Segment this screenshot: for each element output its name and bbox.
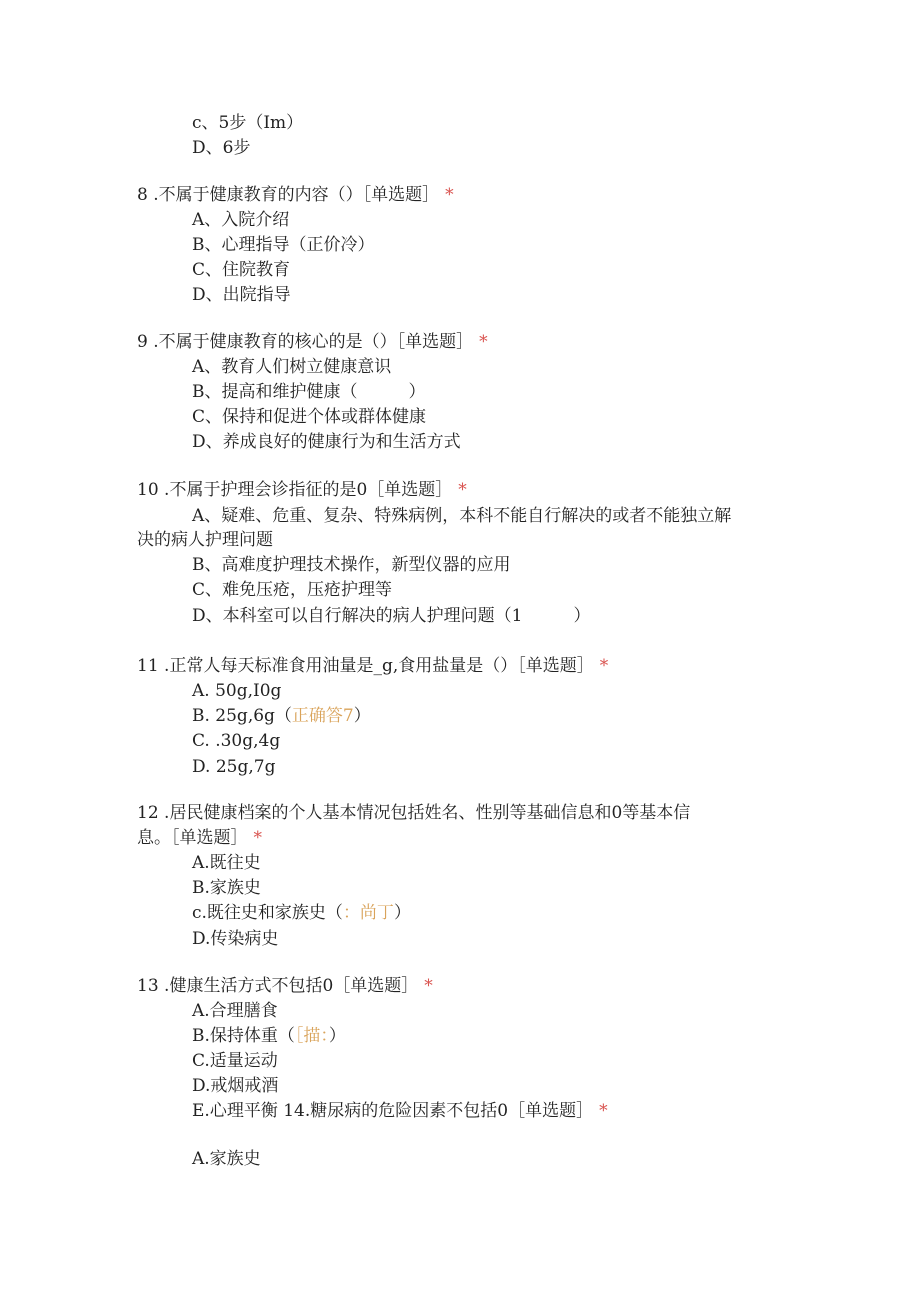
question-13-option-c: C.适量运动 — [192, 1051, 278, 1071]
question-11-option-b — [192, 705, 371, 727]
question-10-option-a-continued: 决的病人护理问题 — [137, 530, 273, 550]
option-c-text: c.既往史和家族史（ — [192, 903, 343, 923]
correct-answer-mark: ：尚丁 — [342, 903, 394, 923]
question-8-text: 8 .不属于健康教育的内容（）［单选题］ — [137, 185, 440, 205]
question-8-option-a: A、入院介绍 — [192, 210, 290, 230]
required-star: * — [599, 1101, 608, 1121]
option-b-close: ） — [328, 1026, 346, 1046]
question-11-option-a: A. 50g,I0g — [192, 681, 282, 701]
question-10-option-b: B、高难度护理技术操作，新型仪器的应用 — [192, 555, 511, 575]
question-13-option-e — [192, 1100, 608, 1122]
question-8-option-d: D、出院指导 — [192, 285, 291, 305]
option-e-and-question-14-text: E.心理平衡 14.糖尿病的危险因素不包括0［单选题］ — [192, 1101, 594, 1121]
option-c-close: ） — [393, 903, 411, 923]
option-d-6-steps: D、6步 — [192, 138, 251, 158]
question-11-title — [137, 655, 608, 677]
question-11-option-c: C. .30g,4g — [192, 731, 281, 751]
question-11-option-d: D. 25g,7g — [192, 757, 276, 777]
required-star: * — [253, 828, 262, 848]
question-12-option-c — [192, 902, 411, 924]
question-13-option-a: A.合理膳食 — [192, 1001, 278, 1021]
question-12-option-d: D.传染病史 — [192, 929, 279, 949]
question-13-option-d: D.戒烟戒酒 — [192, 1076, 279, 1096]
question-9-text: 9 .不属于健康教育的核心的是（）［单选题］ — [137, 332, 474, 352]
question-10-text: 10 .不属于护理会诊指征的是0［单选题］ — [137, 480, 453, 500]
question-13-text: 13 .健康生活方式不包括0［单选题］ — [137, 976, 419, 996]
question-12-text-end: 息。［单选题］ — [137, 828, 248, 848]
required-star: * — [599, 656, 609, 676]
required-star: * — [458, 480, 467, 500]
option-c-5-steps: c、5步（Im） — [192, 113, 304, 133]
required-star: * — [479, 332, 488, 352]
question-10-option-a: A、疑难、危重、复杂、特殊病例，本科不能自行解决的或者不能独立解 — [192, 506, 732, 526]
question-9-option-b: B、提高和维护健康（ ） — [192, 382, 426, 402]
question-12-title: 12 .居民健康档案的个人基本情况包括姓名、性别等基础信息和0等基本信 — [137, 803, 691, 823]
question-12-title-continued — [137, 827, 262, 849]
question-14-option-a: A.家族史 — [192, 1149, 261, 1169]
correct-answer-mark: 正确答7 — [291, 706, 354, 726]
option-b-text: B.保持体重（ — [192, 1026, 295, 1046]
question-9-option-c: C、保持和促进个体或群体健康 — [192, 407, 427, 427]
question-9-option-d: D、养成良好的健康行为和生活方式 — [192, 432, 461, 452]
question-8-title — [137, 184, 454, 206]
question-9-option-a: A、教育人们树立健康意识 — [192, 357, 392, 377]
question-13-title — [137, 975, 433, 997]
option-b-text: B. 25g,6g（ — [192, 706, 292, 726]
question-13-option-b — [192, 1025, 346, 1047]
question-10-option-d: D、本科室可以自行解决的病人护理问题（1 ） — [192, 606, 591, 626]
question-8-option-c: C、住院教育 — [192, 260, 291, 280]
correct-answer-mark: ［描： — [294, 1026, 329, 1046]
question-12-option-b: B.家族史 — [192, 878, 261, 898]
option-b-close: ） — [353, 706, 371, 726]
question-10-title — [137, 479, 467, 501]
question-8-option-b: B、心理指导（正价冷） — [192, 235, 375, 255]
required-star: * — [445, 185, 454, 205]
question-9-title — [137, 331, 488, 353]
question-10-option-c: C、难免压疮，压疮护理等 — [192, 580, 393, 600]
required-star: * — [424, 976, 433, 996]
question-11-text: 11 .正常人每天标准食用油量是_g,食用盐量是（）［单选题］ — [137, 656, 594, 676]
question-12-option-a: A.既往史 — [192, 853, 261, 873]
